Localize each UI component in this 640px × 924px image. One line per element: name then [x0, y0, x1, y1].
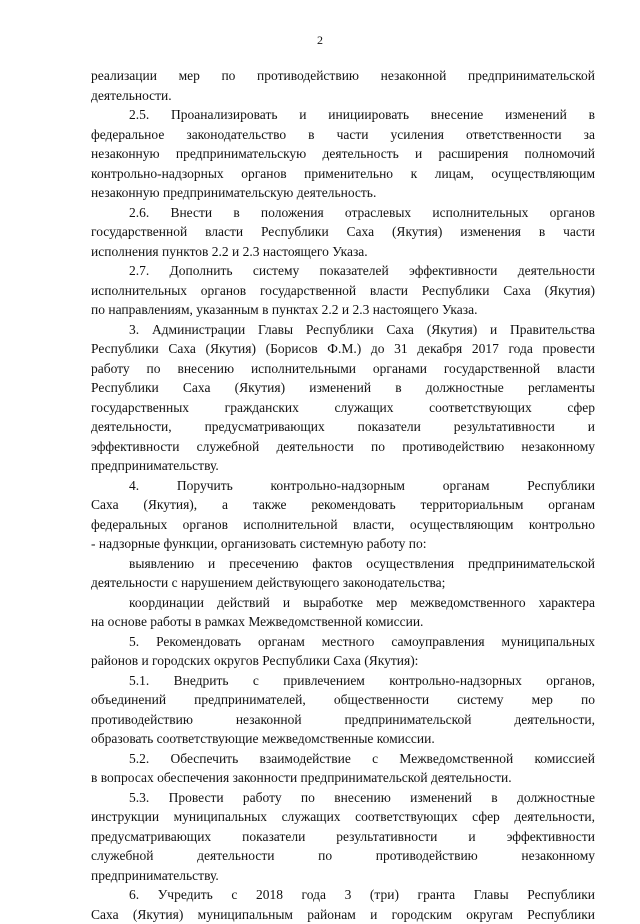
- text-line: районов и городских округов Республики Саха (Якутия):: [91, 651, 595, 671]
- text-line: 2.6. Внести в положения отраслевых исполнительных органов: [91, 203, 595, 223]
- text-line: деятельности с нарушением действующего законодательства;: [91, 573, 595, 593]
- text-line: Саха (Якутия), а также рекомендовать территориальным органам: [91, 495, 595, 515]
- text-line: предпринимательству.: [91, 456, 595, 476]
- text-line: в вопросах обеспечения законности предпринимательской деятельности.: [91, 768, 595, 788]
- text-line: Республики Саха (Якутия) (Борисов Ф.М.) до 31 декабря 2017 года провести: [91, 339, 595, 359]
- text-line: образовать соответствующие межведомственные комиссии.: [91, 729, 595, 749]
- text-line: государственной власти Республики Саха (Якутия) изменения в части: [91, 222, 595, 242]
- text-line: 6. Учредить с 2018 года 3 (три) гранта Главы Республики: [91, 885, 595, 905]
- text-line: деятельности.: [91, 86, 595, 106]
- text-line: федеральных органов исполнительной власти, осуществляющим контрольно: [91, 515, 595, 535]
- text-line: 4. Поручить контрольно-надзорным органам Республики: [91, 476, 595, 496]
- text-line: незаконную предпринимательскую деятельность.: [91, 183, 595, 203]
- text-line: служебной деятельности по противодействию незаконному: [91, 846, 595, 866]
- text-line: объединений предпринимателей, общественности систему мер по: [91, 690, 595, 710]
- text-line: эффективности служебной деятельности по противодействию незаконному: [91, 437, 595, 457]
- document-body: [91, 66, 595, 924]
- text-line: - надзорные функции, организовать системную работу по:: [91, 534, 595, 554]
- text-line: предусматривающих показатели результативности и эффективности: [91, 827, 595, 847]
- text-line: 5.2. Обеспечить взаимодействие с Межведомственной комиссией: [91, 749, 595, 769]
- text-line: координации действий и выработке мер межведомственного характера: [91, 593, 595, 613]
- text-line: федеральное законодательство в части усиления ответственности за: [91, 125, 595, 145]
- text-line: 5.3. Провести работу по внесению изменений в должностные: [91, 788, 595, 808]
- text-line: на основе работы в рамках Межведомственной комиссии.: [91, 612, 595, 632]
- text-line: работу по внесению исполнительными органами государственной власти: [91, 359, 595, 379]
- text-line: 2.5. Проанализировать и инициировать внесение изменений в: [91, 105, 595, 125]
- text-line: исполнения пунктов 2.2 и 2.3 настоящего Указа.: [91, 242, 595, 262]
- text-line: Саха (Якутия) муниципальным районам и городским округам Республики: [91, 905, 595, 924]
- text-line: деятельности, предусматривающих показатели результативности и: [91, 417, 595, 437]
- text-line: 5. Рекомендовать органам местного самоуправления муниципальных: [91, 632, 595, 652]
- text-line: исполнительных органов государственной власти Республики Саха (Якутия): [91, 281, 595, 301]
- text-line: контрольно-надзорных органов применительно к лицам, осуществляющим: [91, 164, 595, 184]
- text-line: реализации мер по противодействию незаконной предпринимательской: [91, 66, 595, 86]
- text-line: Республики Саха (Якутия) изменений в должностные регламенты: [91, 378, 595, 398]
- text-line: 5.1. Внедрить с привлечением контрольно-надзорных органов,: [91, 671, 595, 691]
- text-line: инструкции муниципальных служащих соответствующих сфер деятельности,: [91, 807, 595, 827]
- text-line: 2.7. Дополнить систему показателей эффективности деятельности: [91, 261, 595, 281]
- text-line: государственных гражданских служащих соответствующих сфер: [91, 398, 595, 418]
- text-line: по направлениям, указанным в пунктах 2.2 и 2.3 настоящего Указа.: [91, 300, 595, 320]
- text-line: выявлению и пресечению фактов осуществления предпринимательской: [91, 554, 595, 574]
- text-line: 3. Администрации Главы Республики Саха (Якутия) и Правительства: [91, 320, 595, 340]
- text-line: противодействию незаконной предпринимательской деятельности,: [91, 710, 595, 730]
- text-line: незаконную предпринимательскую деятельность и расширения полномочий: [91, 144, 595, 164]
- text-line: предпринимательству.: [91, 866, 595, 886]
- page-number: 2: [0, 33, 640, 47]
